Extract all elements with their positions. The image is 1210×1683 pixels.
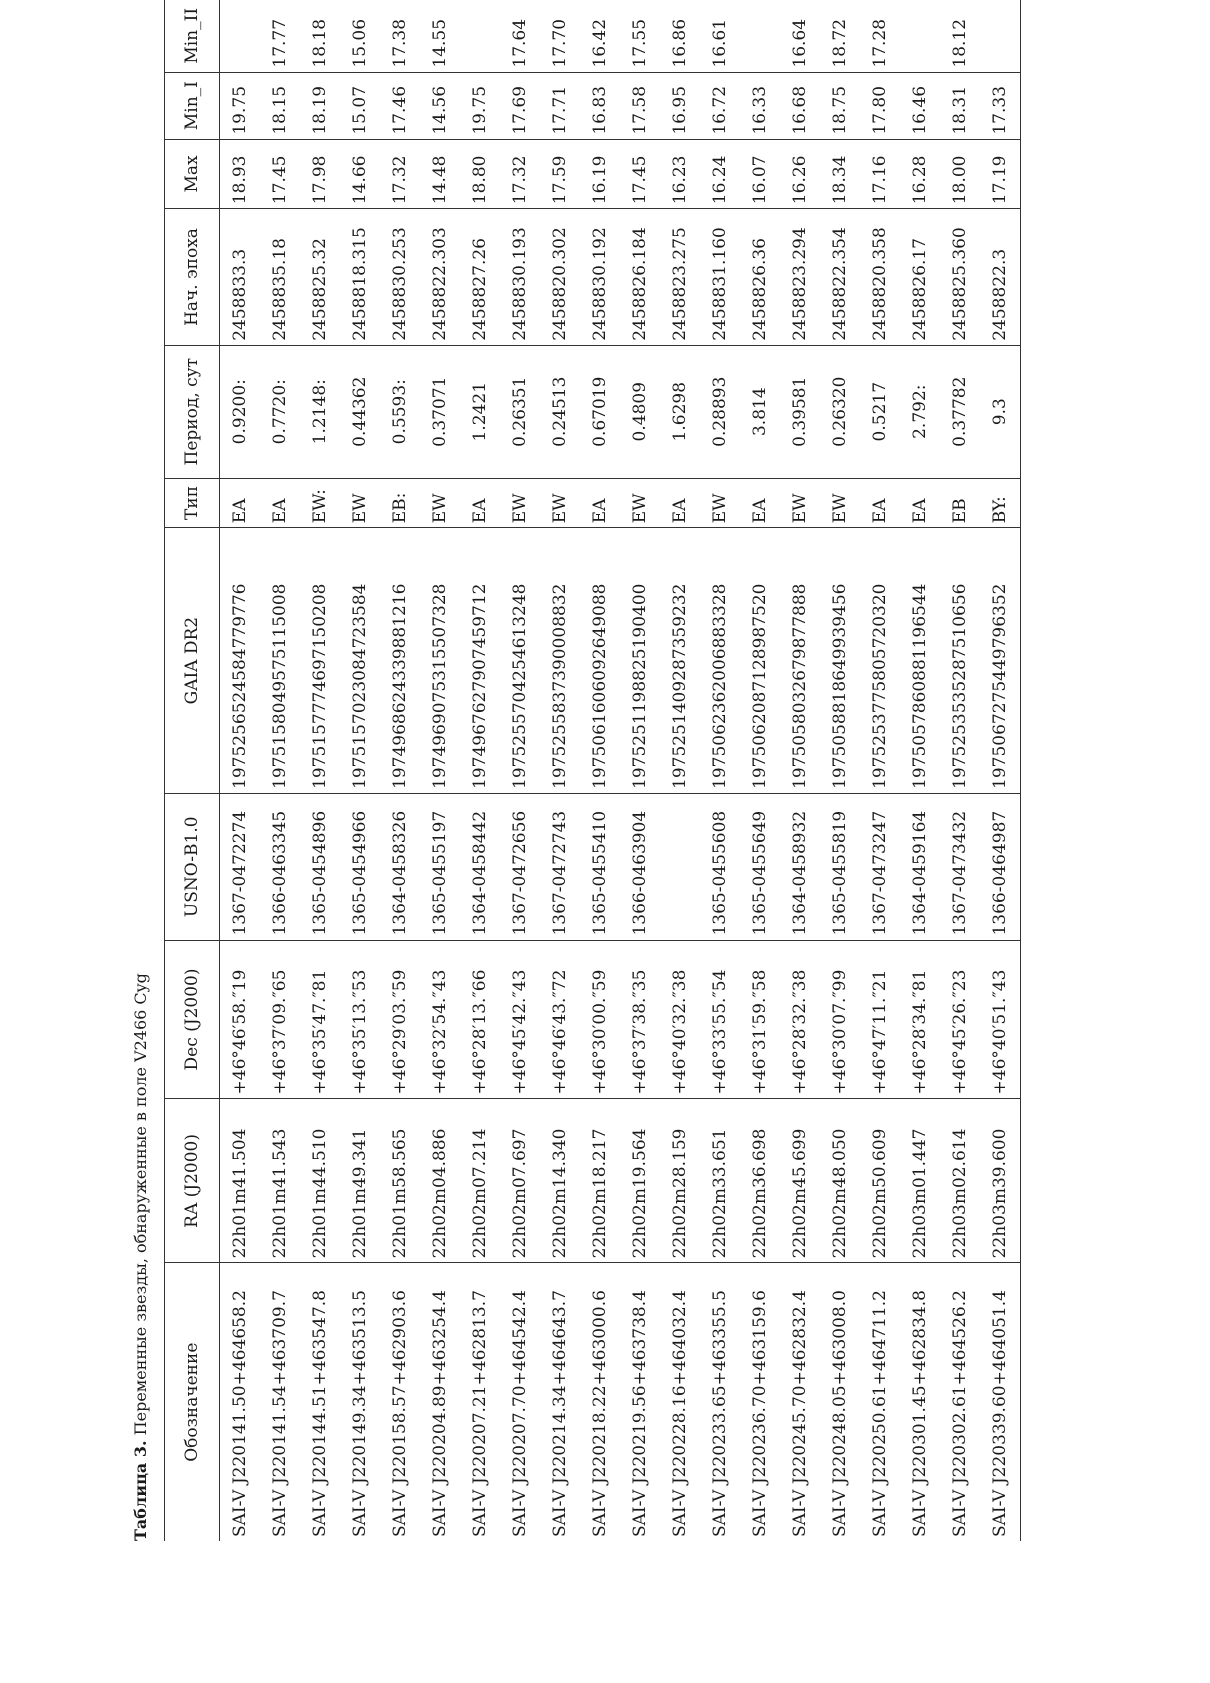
gaia-cell: 1975062362006883328 — [700, 528, 740, 794]
dec-cell: +46°30′00.″59 — [580, 940, 620, 1099]
ra-cell: 22h02m36.698 — [740, 1099, 780, 1263]
period-cell: 0.44362 — [340, 345, 380, 478]
header-row — [165, 0, 220, 1541]
usno-cell: 1365-0455410 — [580, 794, 620, 941]
col-header-period: Период, сут — [165, 345, 220, 478]
gaia-cell: 1975253535287510656 — [940, 528, 980, 794]
max-cell: 16.23 — [660, 139, 700, 209]
col-header-usno: USNO-B1.0 — [165, 794, 220, 941]
col-header-max: Max — [165, 139, 220, 209]
usno-cell: 1367-0473247 — [860, 794, 900, 941]
min1-cell: 17.33 — [980, 72, 1021, 139]
col-header-ra: RA (J2000) — [165, 1099, 220, 1263]
table-row — [580, 0, 620, 1541]
designation-cell: SAI-V J220245.70+462832.4 — [790, 1290, 810, 1537]
epoch-cell: 2458830.193 — [500, 209, 540, 346]
table-row — [340, 0, 380, 1541]
min2-cell: 15.06 — [340, 0, 380, 72]
type-cell: EW — [340, 478, 380, 528]
min1-cell: 18.75 — [820, 72, 860, 139]
max-cell: 16.26 — [780, 139, 820, 209]
min1-cell: 14.56 — [420, 72, 460, 139]
min1-cell: 16.46 — [900, 72, 940, 139]
max-cell: 17.45 — [620, 139, 660, 209]
table-row — [260, 0, 300, 1541]
type-cell: EW — [620, 478, 660, 528]
min1-cell: 15.07 — [340, 72, 380, 139]
min2-cell — [460, 0, 500, 72]
epoch-cell: 2458835.18 — [260, 209, 300, 346]
epoch-cell: 2458826.17 — [900, 209, 940, 346]
table-row — [980, 0, 1021, 1541]
dec-cell: +46°46′58.″19 — [220, 940, 261, 1099]
max-cell: 16.07 — [740, 139, 780, 209]
designation-cell: SAI-V J220250.61+464711.2 — [870, 1290, 890, 1537]
max-cell: 14.48 — [420, 139, 460, 209]
usno-cell: 1365-0455197 — [420, 794, 460, 941]
min2-cell: 16.64 — [780, 0, 820, 72]
type-cell: EW — [780, 478, 820, 528]
designation-cell: SAI-V J220228.16+464032.4 — [670, 1290, 690, 1537]
ra-cell: 22h02m04.886 — [420, 1099, 460, 1263]
period-cell: 0.24513 — [540, 345, 580, 478]
period-cell: 0.5593: — [380, 345, 420, 478]
dec-cell: +46°47′11.″21 — [860, 940, 900, 1099]
epoch-cell: 2458825.360 — [940, 209, 980, 346]
gaia-cell: 1975157023084723584 — [340, 528, 380, 794]
table-body — [220, 0, 1021, 1541]
designation-cell: SAI-V J220301.45+462834.8 — [910, 1290, 930, 1537]
rotated-page — [130, 0, 1020, 1541]
max-cell: 17.16 — [860, 139, 900, 209]
min1-cell: 18.15 — [260, 72, 300, 139]
min1-cell: 18.31 — [940, 72, 980, 139]
designation-cell: SAI-V J220219.56+463738.4 — [630, 1290, 650, 1537]
min2-cell: 14.55 — [420, 0, 460, 72]
designation-cell: SAI-V J220233.65+463355.5 — [710, 1290, 730, 1537]
usno-cell: 1364-0458932 — [780, 794, 820, 941]
gaia-cell: 1974969075315507328 — [420, 528, 460, 794]
min2-cell — [220, 0, 261, 72]
table-row — [300, 0, 340, 1541]
min1-cell: 16.72 — [700, 72, 740, 139]
period-cell: 0.37782 — [940, 345, 980, 478]
epoch-cell: 2458822.3 — [980, 209, 1021, 346]
col-header-epoch: Нач. эпоха — [165, 209, 220, 346]
epoch-cell: 2458831.160 — [700, 209, 740, 346]
col-header-gaia: GAIA DR2 — [165, 528, 220, 794]
min2-cell: 16.86 — [660, 0, 700, 72]
type-cell: EA — [660, 478, 700, 528]
designation-cell: SAI-V J220141.50+464658.2 — [230, 1290, 250, 1537]
ra-cell: 22h02m18.217 — [580, 1099, 620, 1263]
type-cell: EW — [700, 478, 740, 528]
designation-cell: SAI-V J220158.57+462903.6 — [390, 1290, 410, 1537]
min2-cell — [900, 0, 940, 72]
period-cell: 0.7720: — [260, 345, 300, 478]
ra-cell: 22h03m02.614 — [940, 1099, 980, 1263]
type-cell: BY: — [980, 478, 1021, 528]
designation-cell: SAI-V J220339.60+464051.4 — [980, 1263, 1021, 1541]
table-row — [540, 0, 580, 1541]
ra-cell: 22h02m50.609 — [860, 1099, 900, 1263]
gaia-cell: 1975253775805720320 — [860, 528, 900, 794]
table-row — [740, 0, 780, 1541]
type-cell: EA — [740, 478, 780, 528]
gaia-cell: 1975057860881196544 — [900, 528, 940, 794]
epoch-cell: 2458823.275 — [660, 209, 700, 346]
gaia-cell: 1974967627907459712 — [460, 528, 500, 794]
min2-cell: 17.28 — [860, 0, 900, 72]
dec-cell: +46°37′09.″65 — [260, 940, 300, 1099]
period-cell: 3.814 — [740, 345, 780, 478]
gaia-cell: 1975061606092649088 — [580, 528, 620, 794]
table-row — [220, 0, 261, 1541]
min2-cell: 18.18 — [300, 0, 340, 72]
col-header-min2: Min_II — [165, 0, 220, 72]
type-cell: EA — [860, 478, 900, 528]
designation-cell: SAI-V J220248.05+463008.0 — [830, 1290, 850, 1537]
type-cell: EA — [580, 478, 620, 528]
max-cell: 17.98 — [300, 139, 340, 209]
caption-text: Переменные звезды, обнаруженные в поле V2466 Cyg — [131, 973, 150, 1436]
epoch-cell: 2458833.3 — [220, 209, 261, 346]
dec-cell: +46°28′32.″38 — [780, 940, 820, 1099]
variable-stars-table — [164, 0, 1021, 1541]
table-row — [420, 0, 460, 1541]
dec-cell: +46°35′13.″53 — [340, 940, 380, 1099]
max-cell: 17.45 — [260, 139, 300, 209]
min2-cell: 16.61 — [700, 0, 740, 72]
designation-cell: SAI-V J220207.70+464542.4 — [510, 1290, 530, 1537]
type-cell: EA — [220, 478, 261, 528]
epoch-cell: 2458820.358 — [860, 209, 900, 346]
usno-cell — [660, 794, 700, 941]
designation-cell: SAI-V J220236.70+463159.6 — [750, 1290, 770, 1537]
gaia-cell: 1975251409287359232 — [660, 528, 700, 794]
max-cell: 14.66 — [340, 139, 380, 209]
table-row — [460, 0, 500, 1541]
max-cell: 16.28 — [900, 139, 940, 209]
min1-cell: 19.75 — [460, 72, 500, 139]
min1-cell: 17.58 — [620, 72, 660, 139]
max-cell: 17.32 — [380, 139, 420, 209]
usno-cell: 1367-0472743 — [540, 794, 580, 941]
min2-cell: 16.42 — [580, 0, 620, 72]
period-cell: 0.37071 — [420, 345, 460, 478]
usno-cell: 1366-0463904 — [620, 794, 660, 941]
usno-cell: 1365-0455649 — [740, 794, 780, 941]
min1-cell: 16.83 — [580, 72, 620, 139]
dec-cell: +46°30′07.″99 — [820, 940, 860, 1099]
min1-cell: 19.75 — [220, 72, 261, 139]
table-caption — [130, 973, 152, 1541]
min2-cell: 18.72 — [820, 0, 860, 72]
type-cell: EB: — [380, 478, 420, 528]
usno-cell: 1364-0459164 — [900, 794, 940, 941]
col-header-min1: Min_I — [165, 72, 220, 139]
usno-cell: 1366-0463345 — [260, 794, 300, 941]
epoch-cell: 2458830.192 — [580, 209, 620, 346]
period-cell: 9.3 — [980, 345, 1021, 478]
period-cell: 1.2148: — [300, 345, 340, 478]
ra-cell: 22h01m49.341 — [340, 1099, 380, 1263]
designation-cell: SAI-V J220218.22+463000.6 — [590, 1290, 610, 1537]
min2-cell: 17.70 — [540, 0, 580, 72]
max-cell: 17.32 — [500, 139, 540, 209]
ra-cell: 22h01m44.510 — [300, 1099, 340, 1263]
table-container — [164, 0, 1021, 1541]
table-row — [940, 0, 980, 1541]
table-row — [900, 0, 940, 1541]
max-cell: 16.24 — [700, 139, 740, 209]
min1-cell: 17.46 — [380, 72, 420, 139]
dec-cell: +46°29′03.″59 — [380, 940, 420, 1099]
dec-cell: +46°33′55.″54 — [700, 940, 740, 1099]
period-cell: 1.6298 — [660, 345, 700, 478]
ra-cell: 22h01m41.543 — [260, 1099, 300, 1263]
epoch-cell: 2458822.354 — [820, 209, 860, 346]
dec-cell: +46°31′59.″58 — [740, 940, 780, 1099]
period-cell: 0.26351 — [500, 345, 540, 478]
min1-cell: 16.33 — [740, 72, 780, 139]
min2-cell — [980, 0, 1021, 72]
period-cell: 0.26320 — [820, 345, 860, 478]
gaia-cell: 1974968624339881216 — [380, 528, 420, 794]
gaia-cell: 1975062087128987520 — [740, 528, 780, 794]
max-cell: 18.93 — [220, 139, 261, 209]
ra-cell: 22h02m07.697 — [500, 1099, 540, 1263]
min1-cell: 17.69 — [500, 72, 540, 139]
usno-cell: 1366-0464987 — [980, 794, 1021, 941]
period-cell: 0.4809 — [620, 345, 660, 478]
designation-cell: SAI-V J220207.21+462813.7 — [470, 1290, 490, 1537]
table-row — [820, 0, 860, 1541]
type-cell: EW: — [300, 478, 340, 528]
gaia-cell: 1975058818649939456 — [820, 528, 860, 794]
ra-cell: 22h02m07.214 — [460, 1099, 500, 1263]
ra-cell: 22h03m01.447 — [900, 1099, 940, 1263]
max-cell: 17.59 — [540, 139, 580, 209]
usno-cell: 1364-0458326 — [380, 794, 420, 941]
table-row — [860, 0, 900, 1541]
min2-cell: 17.38 — [380, 0, 420, 72]
type-cell: EA — [460, 478, 500, 528]
table-row — [660, 0, 700, 1541]
min1-cell: 17.71 — [540, 72, 580, 139]
dec-cell: +46°37′38.″35 — [620, 940, 660, 1099]
col-header-name: Обозначение — [165, 1263, 220, 1541]
usno-cell: 1365-0455819 — [820, 794, 860, 941]
min1-cell: 17.80 — [860, 72, 900, 139]
max-cell: 18.80 — [460, 139, 500, 209]
min2-cell: 18.12 — [940, 0, 980, 72]
gaia-cell: 1975255837390008832 — [540, 528, 580, 794]
gaia-cell: 1975157774697150208 — [300, 528, 340, 794]
gaia-cell: 1975256524584779776 — [220, 528, 261, 794]
min2-cell: 17.77 — [260, 0, 300, 72]
ra-cell: 22h01m41.504 — [220, 1099, 261, 1263]
dec-cell: +46°46′43.″72 — [540, 940, 580, 1099]
ra-cell: 22h02m48.050 — [820, 1099, 860, 1263]
ra-cell: 22h02m45.699 — [780, 1099, 820, 1263]
usno-cell: 1365-0455608 — [700, 794, 740, 941]
designation-cell: SAI-V J220214.34+464643.7 — [550, 1290, 570, 1537]
ra-cell: 22h02m28.159 — [660, 1099, 700, 1263]
designation-cell: SAI-V J220141.54+463709.7 — [270, 1290, 290, 1537]
period-cell: 1.2421 — [460, 345, 500, 478]
table-row — [780, 0, 820, 1541]
designation-cell: SAI-V J220149.34+463513.5 — [350, 1290, 370, 1537]
max-cell: 18.00 — [940, 139, 980, 209]
period-cell: 0.9200: — [220, 345, 261, 478]
usno-cell: 1367-0473432 — [940, 794, 980, 941]
usno-cell: 1365-0454896 — [300, 794, 340, 941]
gaia-cell: 1975251198825190400 — [620, 528, 660, 794]
min2-cell: 17.64 — [500, 0, 540, 72]
table-row — [620, 0, 660, 1541]
usno-cell: 1365-0454966 — [340, 794, 380, 941]
ra-cell: 22h03m39.600 — [980, 1099, 1021, 1263]
type-cell: EA — [260, 478, 300, 528]
epoch-cell: 2458827.26 — [460, 209, 500, 346]
dec-cell: +46°45′26.″23 — [940, 940, 980, 1099]
ra-cell: 22h02m14.340 — [540, 1099, 580, 1263]
type-cell: EB — [940, 478, 980, 528]
caption-label: Таблица 3. — [131, 1440, 150, 1541]
dec-cell: +46°45′42.″43 — [500, 940, 540, 1099]
usno-cell: 1367-0472274 — [220, 794, 261, 941]
col-header-dec: Dec (J2000) — [165, 940, 220, 1099]
dec-cell: +46°32′54.″43 — [420, 940, 460, 1099]
epoch-cell: 2458818.315 — [340, 209, 380, 346]
epoch-cell: 2458822.303 — [420, 209, 460, 346]
designation-cell: SAI-V J220302.61+464526.2 — [950, 1290, 970, 1537]
gaia-cell: 1975067275449796352 — [980, 528, 1021, 794]
epoch-cell: 2458826.36 — [740, 209, 780, 346]
dec-cell: +46°28′34.″81 — [900, 940, 940, 1099]
col-header-type: Тип — [165, 478, 220, 528]
type-cell: EA — [900, 478, 940, 528]
epoch-cell: 2458820.302 — [540, 209, 580, 346]
min2-cell — [740, 0, 780, 72]
table-row — [500, 0, 540, 1541]
period-cell: 0.67019 — [580, 345, 620, 478]
max-cell: 16.19 — [580, 139, 620, 209]
epoch-cell: 2458825.32 — [300, 209, 340, 346]
max-cell: 18.34 — [820, 139, 860, 209]
type-cell: EW — [820, 478, 860, 528]
dec-cell: +46°28′13.″66 — [460, 940, 500, 1099]
designation-cell: SAI-V J220204.89+463254.4 — [430, 1290, 450, 1537]
min1-cell: 18.19 — [300, 72, 340, 139]
epoch-cell: 2458830.253 — [380, 209, 420, 346]
gaia-cell: 1975058032679877888 — [780, 528, 820, 794]
ra-cell: 22h02m33.651 — [700, 1099, 740, 1263]
ra-cell: 22h01m58.565 — [380, 1099, 420, 1263]
epoch-cell: 2458823.294 — [780, 209, 820, 346]
designation-cell: SAI-V J220144.51+463547.8 — [310, 1290, 330, 1537]
type-cell: EW — [500, 478, 540, 528]
epoch-cell: 2458826.184 — [620, 209, 660, 346]
period-cell: 0.28893 — [700, 345, 740, 478]
period-cell: 0.5217 — [860, 345, 900, 478]
type-cell: EW — [540, 478, 580, 528]
min2-cell: 17.55 — [620, 0, 660, 72]
period-cell: 0.39581 — [780, 345, 820, 478]
gaia-cell: 1975158049575115008 — [260, 528, 300, 794]
usno-cell: 1364-0458442 — [460, 794, 500, 941]
type-cell: EW — [420, 478, 460, 528]
table-row — [380, 0, 420, 1541]
usno-cell: 1367-0472656 — [500, 794, 540, 941]
ra-cell: 22h02m19.564 — [620, 1099, 660, 1263]
table-row — [700, 0, 740, 1541]
dec-cell: +46°35′47.″81 — [300, 940, 340, 1099]
gaia-cell: 1975255704254613248 — [500, 528, 540, 794]
dec-cell: +46°40′32.″38 — [660, 940, 700, 1099]
dec-cell: +46°40′51.″43 — [980, 940, 1021, 1099]
max-cell: 17.19 — [980, 139, 1021, 209]
period-cell: 2.792: — [900, 345, 940, 478]
min1-cell: 16.95 — [660, 72, 700, 139]
min1-cell: 16.68 — [780, 72, 820, 139]
